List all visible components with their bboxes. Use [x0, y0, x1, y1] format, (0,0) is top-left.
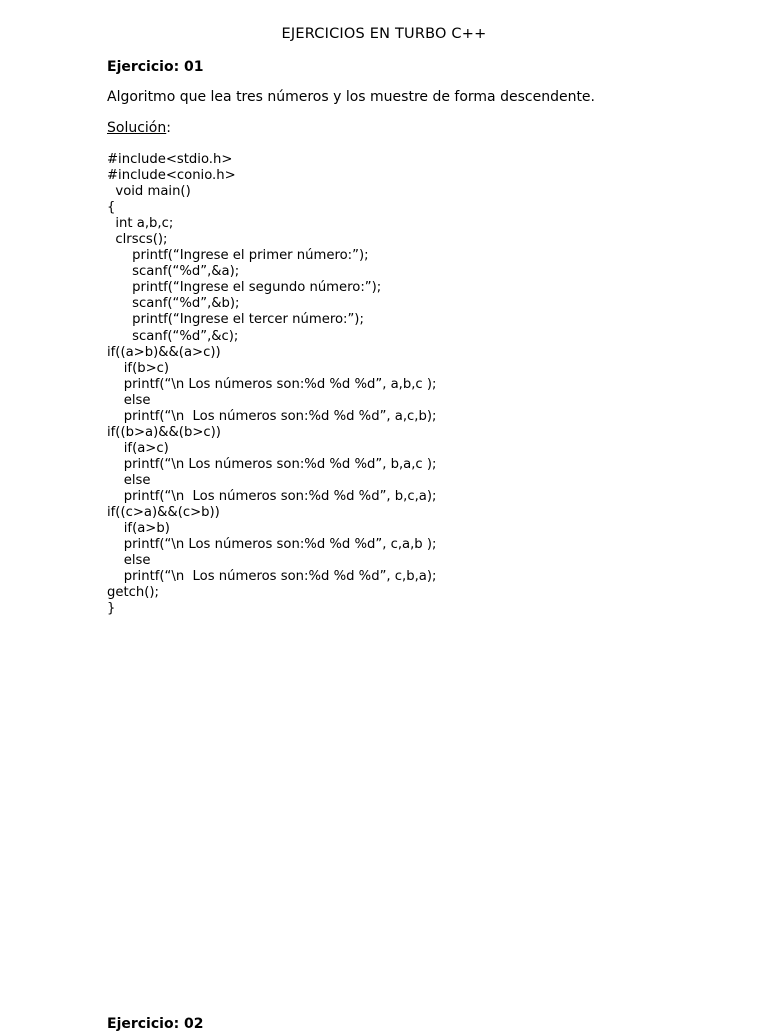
next-exercise-heading: Ejercicio: 02 — [107, 1016, 204, 1032]
solution-label-colon: : — [166, 120, 171, 136]
code-line: if(a>c) — [107, 440, 169, 456]
code-line: scanf(“%d”,&a); — [107, 264, 240, 280]
code-line: #include<conio.h> — [107, 168, 236, 184]
code-line: printf(“Ingrese el primer número:”); — [107, 248, 369, 264]
code-line: if((b>a)&&(b>c)) — [107, 424, 221, 440]
code-line: } — [107, 601, 116, 617]
document-title: EJERCICIOS EN TURBO C++ — [281, 26, 487, 42]
code-line: printf(“\n Los números son:%d %d %d”, a,c,b); — [107, 408, 437, 424]
code-line: if(a>b) — [107, 521, 170, 537]
code-line: scanf(“%d”,&c); — [107, 328, 239, 344]
code-line: if((a>b)&&(a>c)) — [107, 344, 221, 360]
exercise-statement: Algoritmo que lea tres números y los muestre de forma descendente. — [107, 89, 595, 105]
code-line: if((c>a)&&(c>b)) — [107, 505, 220, 521]
code-line: printf(“\n Los números son:%d %d %d”, b,c,a); — [107, 488, 437, 504]
code-line: else — [107, 392, 151, 408]
code-line: else — [107, 472, 151, 488]
code-line: int a,b,c; — [107, 216, 174, 232]
code-line: #include<stdio.h> — [107, 152, 233, 167]
exercise-heading: Ejercicio: 01 — [107, 59, 204, 75]
solution-label-text: Solución — [107, 120, 167, 136]
code-line: clrscs(); — [107, 232, 168, 248]
code-line: printf(“\n Los números son:%d %d %d”, c,b,a); — [107, 569, 437, 585]
code-line: if(b>c) — [107, 360, 170, 376]
code-line: scanf(“%d”,&b); — [107, 296, 240, 312]
code-line: printf(“\n Los números son:%d %d %d”, a,b,c ); — [107, 376, 437, 392]
code-line: getch(); — [107, 585, 159, 601]
solution-label — [107, 120, 171, 136]
code-line: printf(“Ingrese el tercer número:”); — [107, 312, 364, 328]
code-line: { — [107, 200, 116, 216]
code-line: printf(“Ingrese el segundo número:”); — [107, 280, 382, 296]
code-line: void main() — [107, 184, 191, 200]
code-block — [107, 152, 436, 617]
code-line: else — [107, 553, 151, 569]
code-line: printf(“\n Los números son:%d %d %d”, c,a,b ); — [107, 537, 437, 553]
code-line: printf(“\n Los números son:%d %d %d”, b,a,c ); — [107, 456, 437, 472]
